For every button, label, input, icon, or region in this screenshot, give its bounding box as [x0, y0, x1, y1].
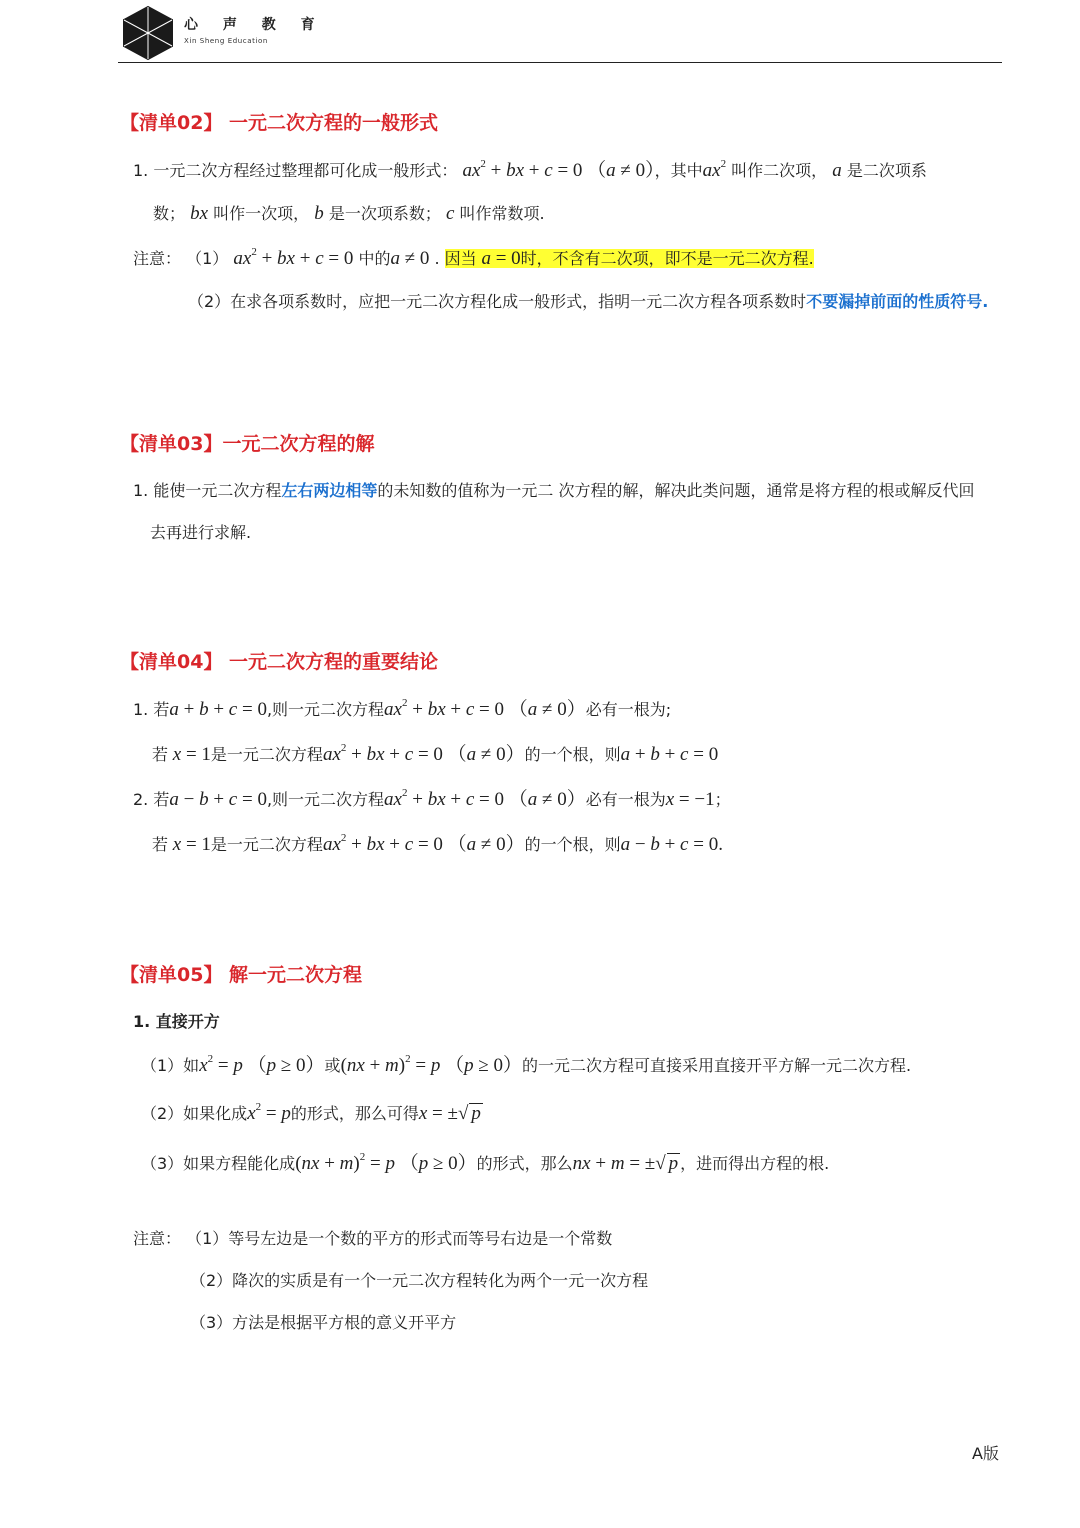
note-label: 注意： — [133, 1229, 182, 1248]
text: （1）等号左边是一个数的平方的形式而等号右边是一个常数 — [186, 1229, 613, 1248]
sec02-note2 — [188, 291, 988, 313]
formula: a ≠ 0 — [390, 248, 430, 269]
text: 中的 — [358, 249, 391, 268]
emphasis-text: 不要漏掉前面的性质符号. — [806, 292, 989, 311]
text: 若 — [152, 745, 169, 764]
sec04-line2 — [152, 744, 718, 766]
formula: a — [832, 160, 842, 181]
text: （2）在求各项系数时，应把一元二次方程化成一般形式，指明一元二次方程各项系数时 — [188, 292, 807, 311]
formula: $ax^2$ + bx + c = 0 （a ≠ 0） — [462, 158, 655, 181]
formula: $ax^2$ + bx + c = 0 （a ≠ 0） — [322, 742, 525, 765]
version-label: A版 — [972, 1444, 999, 1463]
text: 或 — [324, 1056, 341, 1075]
sec05-point3 — [141, 1153, 829, 1175]
highlighted-note — [445, 249, 814, 268]
sec02-item1-line1 — [133, 160, 927, 182]
sec02-item1-line2 — [153, 203, 545, 225]
text: 叫作常数项. — [459, 204, 545, 223]
formula: (nx + m)$^2$ = p （p ≥ 0） — [295, 1151, 477, 1174]
text: 的一个根，则 — [524, 835, 621, 854]
formula: $x^2 = p$ — [247, 1101, 291, 1124]
text: ,则一元二次方程 — [266, 790, 385, 809]
formula: c — [445, 203, 455, 224]
formula: $ax^2$ + bx + c = 0 （a ≠ 0） — [322, 832, 525, 855]
text: 必有一根为; — [585, 700, 672, 719]
text: 叫作一次项， — [213, 204, 310, 223]
formula: x = 1 — [172, 834, 211, 855]
text: 时，不含有二次项，即不是一元二次方程. — [520, 249, 814, 268]
text: 1. 一元二次方程经过整理都可化成一般形式： — [133, 161, 458, 180]
logo-name-en: Xin Sheng Education — [184, 37, 268, 45]
text: 的一个根，则 — [524, 745, 621, 764]
formula: bx — [190, 203, 209, 224]
formula: $ax^2$ — [702, 158, 727, 181]
formula: nx + m = ±√ p — [572, 1153, 679, 1174]
formula: $x^2 = p$ （p ≥ 0） — [199, 1053, 325, 1076]
text: 必有一根为 — [585, 790, 666, 809]
text: （1） — [186, 249, 229, 268]
text: ，进而得出方程的根. — [680, 1154, 830, 1173]
sec03-item1-line2: 去再进行求解. — [150, 523, 252, 542]
text: 叫作二次项， — [731, 161, 828, 180]
text: （3）如果方程能化成 — [141, 1154, 296, 1173]
text: 2. 若 — [133, 790, 170, 809]
text: （2）如果化成 — [141, 1104, 248, 1123]
sec02-note1: 注意： （1） $ax^2$ + bx + c = 0 中的a ≠ 0 . 因当 a = 0时，不含有二次项，即不是一元二次方程. — [133, 246, 814, 269]
text: 数； — [153, 204, 186, 223]
formula: $ax^2$ + bx + c = 0 （a ≠ 0） — [384, 697, 586, 720]
sec05-point2 — [141, 1103, 483, 1125]
text: ,则一元二次方程 — [266, 700, 385, 719]
formula: a + b + c = 0 — [169, 699, 267, 720]
section-02-title: 【清单02】 一元二次方程的一般形式 — [120, 112, 439, 134]
text: 的形式，那么可得 — [290, 1104, 419, 1123]
formula: a − b + c = 0. — [620, 834, 723, 855]
text: 是一元二次方程 — [210, 745, 323, 764]
hexagon-cube-logo-icon — [122, 5, 174, 61]
formula: x = ±√ p — [418, 1103, 481, 1124]
text: 是二次项系 — [846, 161, 927, 180]
text: 的一元二次方程可直接采用直接开平方解一元二次方程. — [522, 1056, 912, 1075]
logo-name-cn: 心 声 教 育 — [184, 17, 325, 33]
text: 因当 — [444, 249, 477, 268]
formula: $ax^2$ + bx + c = 0 （a ≠ 0） — [384, 787, 586, 810]
sec04-line1 — [133, 699, 671, 721]
section-04-title: 【清单04】 一元二次方程的重要结论 — [120, 651, 439, 673]
formula: (nx + m)$^2$ = p （p ≥ 0） — [340, 1053, 523, 1076]
formula: a = 0 — [481, 248, 521, 269]
text: 1. 能使一元二次方程 — [133, 481, 282, 500]
sec04-line3 — [133, 789, 731, 811]
text: 1. 若 — [133, 700, 170, 719]
section-05-title: 【清单05】 解一元二次方程 — [120, 964, 363, 986]
text: 的形式，那么 — [476, 1154, 573, 1173]
formula: $ax^2$ + bx + c = 0 — [233, 246, 354, 269]
sec05-subtitle: 1. 直接开方 — [133, 1012, 220, 1031]
emphasis-text: 左右两边相等 — [281, 481, 378, 500]
formula: a − b + c = 0 — [169, 789, 267, 810]
text: ； — [714, 790, 731, 809]
text: 是一次项系数； — [328, 204, 441, 223]
section-03-title: 【清单03】一元二次方程的解 — [120, 433, 375, 455]
formula: a + b + c = 0 — [620, 744, 719, 765]
formula: x = 1 — [172, 744, 211, 765]
note-label: 注意： — [133, 249, 182, 268]
formula: b — [314, 203, 324, 224]
sec05-note2: （2）降次的实质是有一个一元二次方程转化为两个一元一次方程 — [190, 1271, 649, 1290]
text: 的未知数的值称为一元二 次方程的解，解决此类问题，通常是将方程的根或解反代回 — [377, 481, 975, 500]
text: 是一元二次方程 — [210, 835, 323, 854]
text: （1）如 — [141, 1056, 200, 1075]
header-divider — [118, 62, 1002, 63]
sec04-line4 — [152, 834, 723, 856]
text: 若 — [152, 835, 169, 854]
text: ，其中 — [654, 161, 703, 180]
sec05-note3: （3）方法是根据平方根的意义开平方 — [190, 1313, 457, 1332]
formula: x = −1 — [665, 789, 715, 810]
sec05-point1 — [141, 1055, 911, 1077]
sec03-item1-line1 — [133, 480, 974, 502]
sec05-note1 — [133, 1228, 612, 1250]
